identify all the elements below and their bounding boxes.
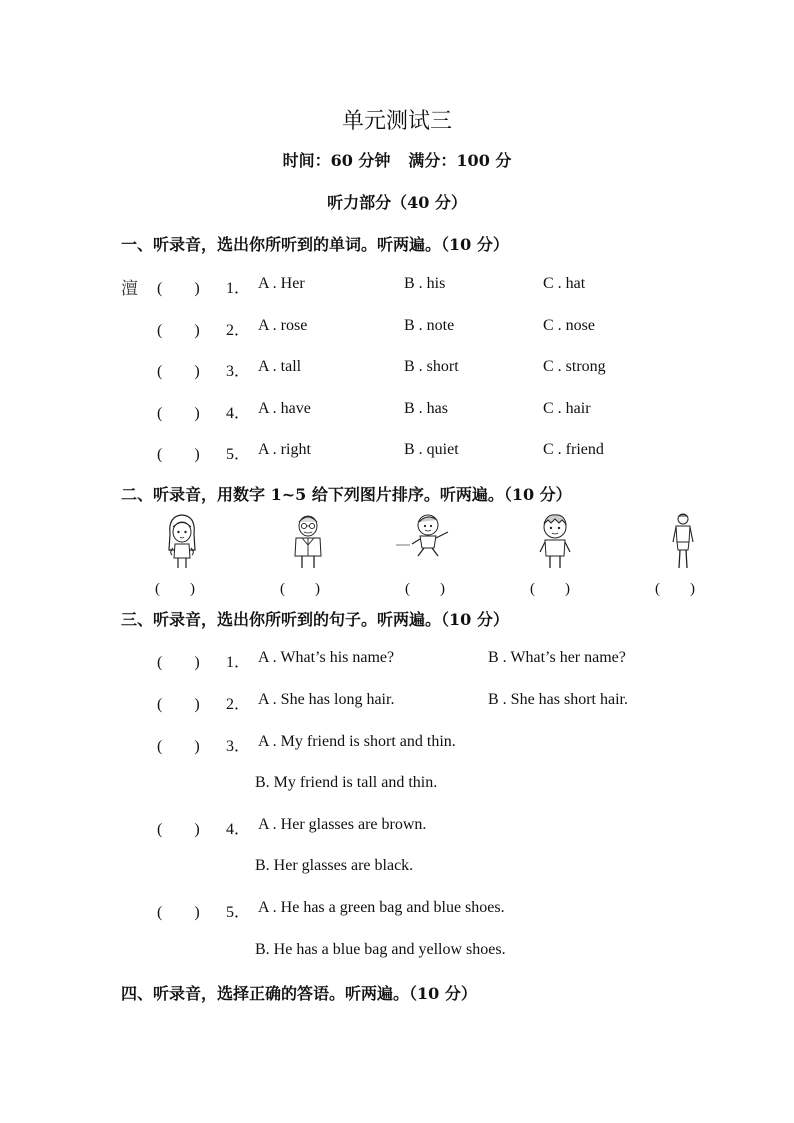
option-a: A . tall	[258, 358, 302, 375]
girl-long-hair-image	[165, 512, 199, 570]
tall-man-image	[670, 512, 696, 570]
option-a: A . He has a green bag and blue shoes.	[258, 899, 505, 916]
option-c: C . hat	[543, 275, 586, 292]
picture-order-paren-2[interactable]: ( )	[280, 581, 320, 597]
answer-paren[interactable]: ( )	[157, 446, 200, 463]
option-b: B. Her glasses are black.	[255, 857, 414, 874]
question-number: 3．	[226, 363, 251, 380]
question-number: 1．	[226, 280, 251, 297]
answer-paren[interactable]: ( )	[157, 280, 200, 297]
section-4-heading: 四、听录音，选择正确的答语。听两遍。（10 分）	[121, 984, 477, 1003]
option-b: B. My friend is tall and thin.	[255, 774, 438, 791]
part-title: 听力部分（40 分）	[327, 193, 467, 212]
question-number: 2．	[226, 696, 251, 713]
answer-paren[interactable]: ( )	[157, 405, 200, 422]
answer-paren[interactable]: ( )	[157, 821, 200, 838]
page-title: 单元测试三	[341, 109, 452, 134]
exam-meta	[0, 148, 794, 171]
option-b: B . What’s her name?	[488, 649, 626, 666]
option-a: A . Her glasses are brown.	[258, 816, 427, 833]
question-number: 4．	[226, 405, 251, 422]
answer-paren[interactable]: ( )	[157, 363, 200, 380]
picture-order-paren-5[interactable]: ( )	[655, 581, 695, 597]
option-c: C . strong	[543, 358, 606, 375]
option-b: B . note	[404, 317, 455, 334]
option-b: B . short	[404, 358, 459, 375]
question-number: 3．	[226, 738, 251, 755]
option-a: A . have	[258, 400, 311, 417]
option-a: A . right	[258, 441, 311, 458]
option-b: B . his	[404, 275, 446, 292]
answer-paren[interactable]: ( )	[157, 904, 200, 921]
option-a: A . rose	[258, 317, 308, 334]
question-number: 4．	[226, 821, 251, 838]
question-number: 1．	[226, 654, 251, 671]
answer-paren[interactable]: ( )	[157, 738, 200, 755]
option-c: C . hair	[543, 400, 591, 417]
option-a: A . Her	[258, 275, 305, 292]
old-man-image	[290, 512, 326, 570]
option-c: C . nose	[543, 317, 595, 334]
picture-order-paren-1[interactable]: ( )	[155, 581, 195, 597]
option-b: B. He has a blue bag and yellow shoes.	[255, 941, 506, 958]
question-number: 2．	[226, 322, 251, 339]
section-1-heading: 一、听录音，选出你所听到的单词。听两遍。（10 分）	[121, 235, 509, 254]
running-boy-image	[394, 512, 456, 558]
option-c: C . friend	[543, 441, 604, 458]
answer-paren[interactable]: ( )	[157, 654, 200, 671]
section-2-heading: 二、听录音，用数字 1~5 给下列图片排序。听两遍。（10 分）	[121, 485, 572, 504]
option-a: A . My friend is short and thin.	[258, 733, 456, 750]
option-b: B . She has short hair.	[488, 691, 628, 708]
option-b: B . quiet	[404, 441, 459, 458]
section-3-heading: 三、听录音，选出你所听到的句子。听两遍。（10 分）	[121, 610, 509, 629]
answer-paren[interactable]: ( )	[157, 322, 200, 339]
question-number: 5．	[226, 446, 251, 463]
question-number: 5．	[226, 904, 251, 921]
option-a: A . What’s his name?	[258, 649, 395, 666]
answer-paren[interactable]: ( )	[157, 696, 200, 713]
full-score: 满分：100 分	[408, 151, 512, 170]
option-b: B . has	[404, 400, 448, 417]
option-a: A . She has long hair.	[258, 691, 395, 708]
stray-char: 澶	[121, 279, 138, 299]
picture-order-paren-4[interactable]: ( )	[530, 581, 570, 597]
picture-order-paren-3[interactable]: ( )	[405, 581, 445, 597]
short-hair-boy-image	[535, 512, 575, 570]
time-limit: 时间：60 分钟	[282, 151, 391, 170]
